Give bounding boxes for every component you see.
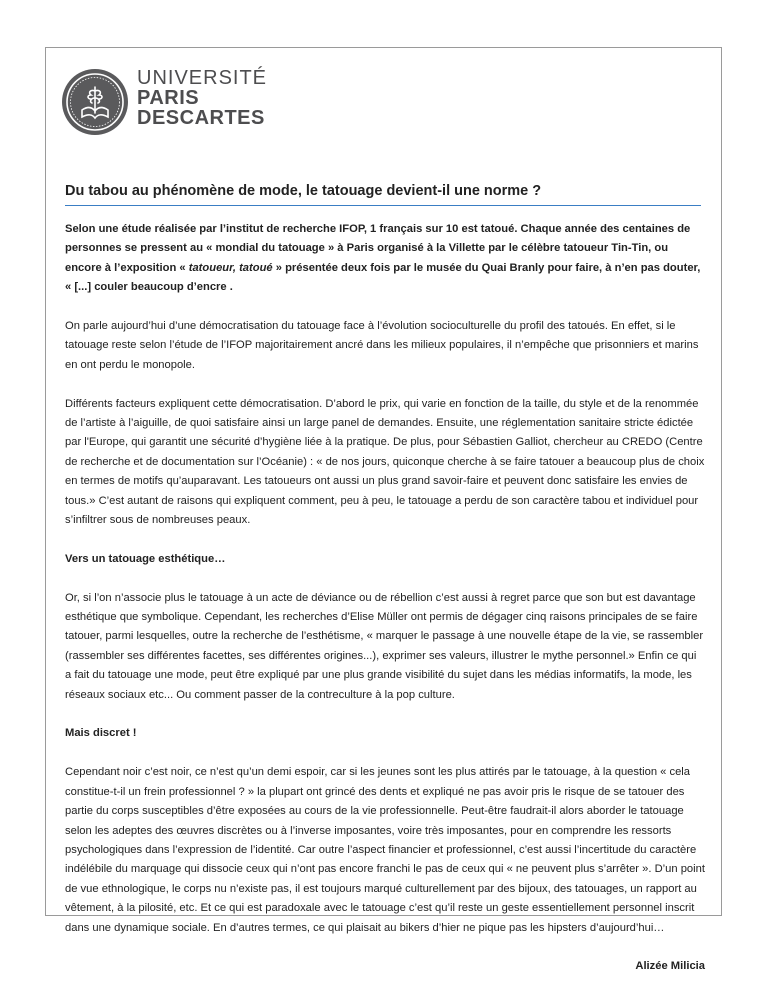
- lead-text-start: Selon une étude réalisée par l’institut de recherche IFOP, 1 français sur 10 est tatoué. Chaque année des centaines de personnes se pressent au « mondial du tatouage » à Paris organisé à la Villette par le célèbre tatoueur Tin-Tin, ou encore à l’exposition «: [65, 223, 691, 274]
- section-heading-discret: Mais discret !: [65, 727, 137, 740]
- exhibition-title: tatoueur, tatoué: [188, 261, 273, 274]
- university-seal-icon: [60, 67, 130, 137]
- section-heading-esthetique: Vers un tatouage esthétique…: [65, 552, 226, 565]
- logo-line-universite: UNIVERSITÉ: [137, 67, 268, 89]
- paragraph-1: On parle aujourd’hui d’une démocratisation du tatouage face à l’évolution socioculturelle du profil des tatoués. En effet, si le tatouage reste selon l’étude de l’IFOP majoritairement ancré dans les milieux populaires, il n’empêche que prisonniers et marins en ont perdu le monopole.: [65, 320, 699, 371]
- article-body: [65, 220, 705, 996]
- university-logo: [60, 67, 280, 137]
- lead-paragraph: [65, 220, 705, 298]
- lead-text-end: » présentée deux fois par le musée du Quai Branly pour faire, à n’en pas douter, « [...] couler beaucoup d’encre .: [65, 261, 701, 294]
- logo-line-paris: PARIS: [137, 87, 200, 109]
- article-title: Du tabou au phénomène de mode, le tatouage devient-il une norme ?: [65, 183, 701, 206]
- logo-line-descartes: DESCARTES: [137, 107, 265, 129]
- university-name: [137, 68, 267, 128]
- author-signature: Alizée Milicia: [635, 960, 705, 973]
- paragraph-3: Or, si l’on n’associe plus le tatouage à un acte de déviance ou de rébellion c’est aussi à regret parce que son but est davantage esthétique que symbolique. Cependant, les recherches d’Elise Müller ont permis de dégager cinq raisons principales de se faire tatouer, parmi lesquelles, outre la recherche de l’esthétisme, « marquer le passage à une nouvelle étape de la vie, se rassembler (rassembler ses différentes facettes, ses différentes origines...), exprimer ses valeurs, illustrer le mythe personnel.» Enfin ce qui a fait du tatouage une mode, peut être expliqué par une plus grande visibilité du sujet dans les médias informatifs, la mode, les réseaux sociaux etc... Ou comment passer de la contreculture à la pop culture.: [65, 591, 704, 701]
- paragraph-2: Différents facteurs expliquent cette démocratisation. D’abord le prix, qui varie en fonction de la taille, du style et de la renommée de l’artiste à l’aiguille, de quoi satisfaire ainsi un large panel de demandes. Ensuite, une réglementation sanitaire stricte édictée par l'Europe, qui garantit une sécurité d’hygiène liée à la pratique. De plus, pour Sébastien Galliot, chercheur au CREDO (Centre de recherche et de documentation sur l’Océanie) : « de nos jours, quiconque cherche à se faire tatouer a beaucoup plus de choix en termes de motifs qu’auparavant. Les tatoueurs ont aussi un plus grand savoir-faire et peuvent donc satisfaire les envies de tous.» C’est autant de raisons qui expliquent comment, peu à peu, le tatouage a perdu de son caractère tabou et individuel pour s’infiltrer sous de nombreuses peaux.: [65, 397, 705, 527]
- paragraph-4: Cependant noir c’est noir, ce n’est qu’un demi espoir, car si les jeunes sont les plus attirés par le tatouage, à la question « cela constitue-t-il un frein professionnel ? » la plupart ont grincé des dents et expliqué ne pas avoir pris le risque de se tatouer des partie du corps susceptibles d’être exposées au cours de la vie professionnelle. Peut-être faudrait-il alors aborder le tatouage selon les adeptes des œuvres discrètes ou à l’inverse imposantes, voire très imposantes, pour en comprendre les ressorts psychologiques dans l’expression de l’identité. Car outre l’aspect financier et professionnel, c’est aussi l’incertitude du caractère indélébile du marquage qui dissocie ceux qui n’ont pas encore franchi le pas de ceux qui « ne peuvent plus s’arrêter ». D’un point de vue ethnologique, le corps nu n’existe pas, il est toujours marqué culturellement par des bijoux, des tatouages, un rapport au vêtement, à la pilosité, etc. Et ce qui est paradoxale avec le tatouage c’est qu’il reste un geste essentiellement personnel inscrit dans une dynamique sociale. En d’autres termes, ce qui plaisait au bikers d’hier ne pique pas les hipsters d’aujourd’hui…: [65, 766, 705, 934]
